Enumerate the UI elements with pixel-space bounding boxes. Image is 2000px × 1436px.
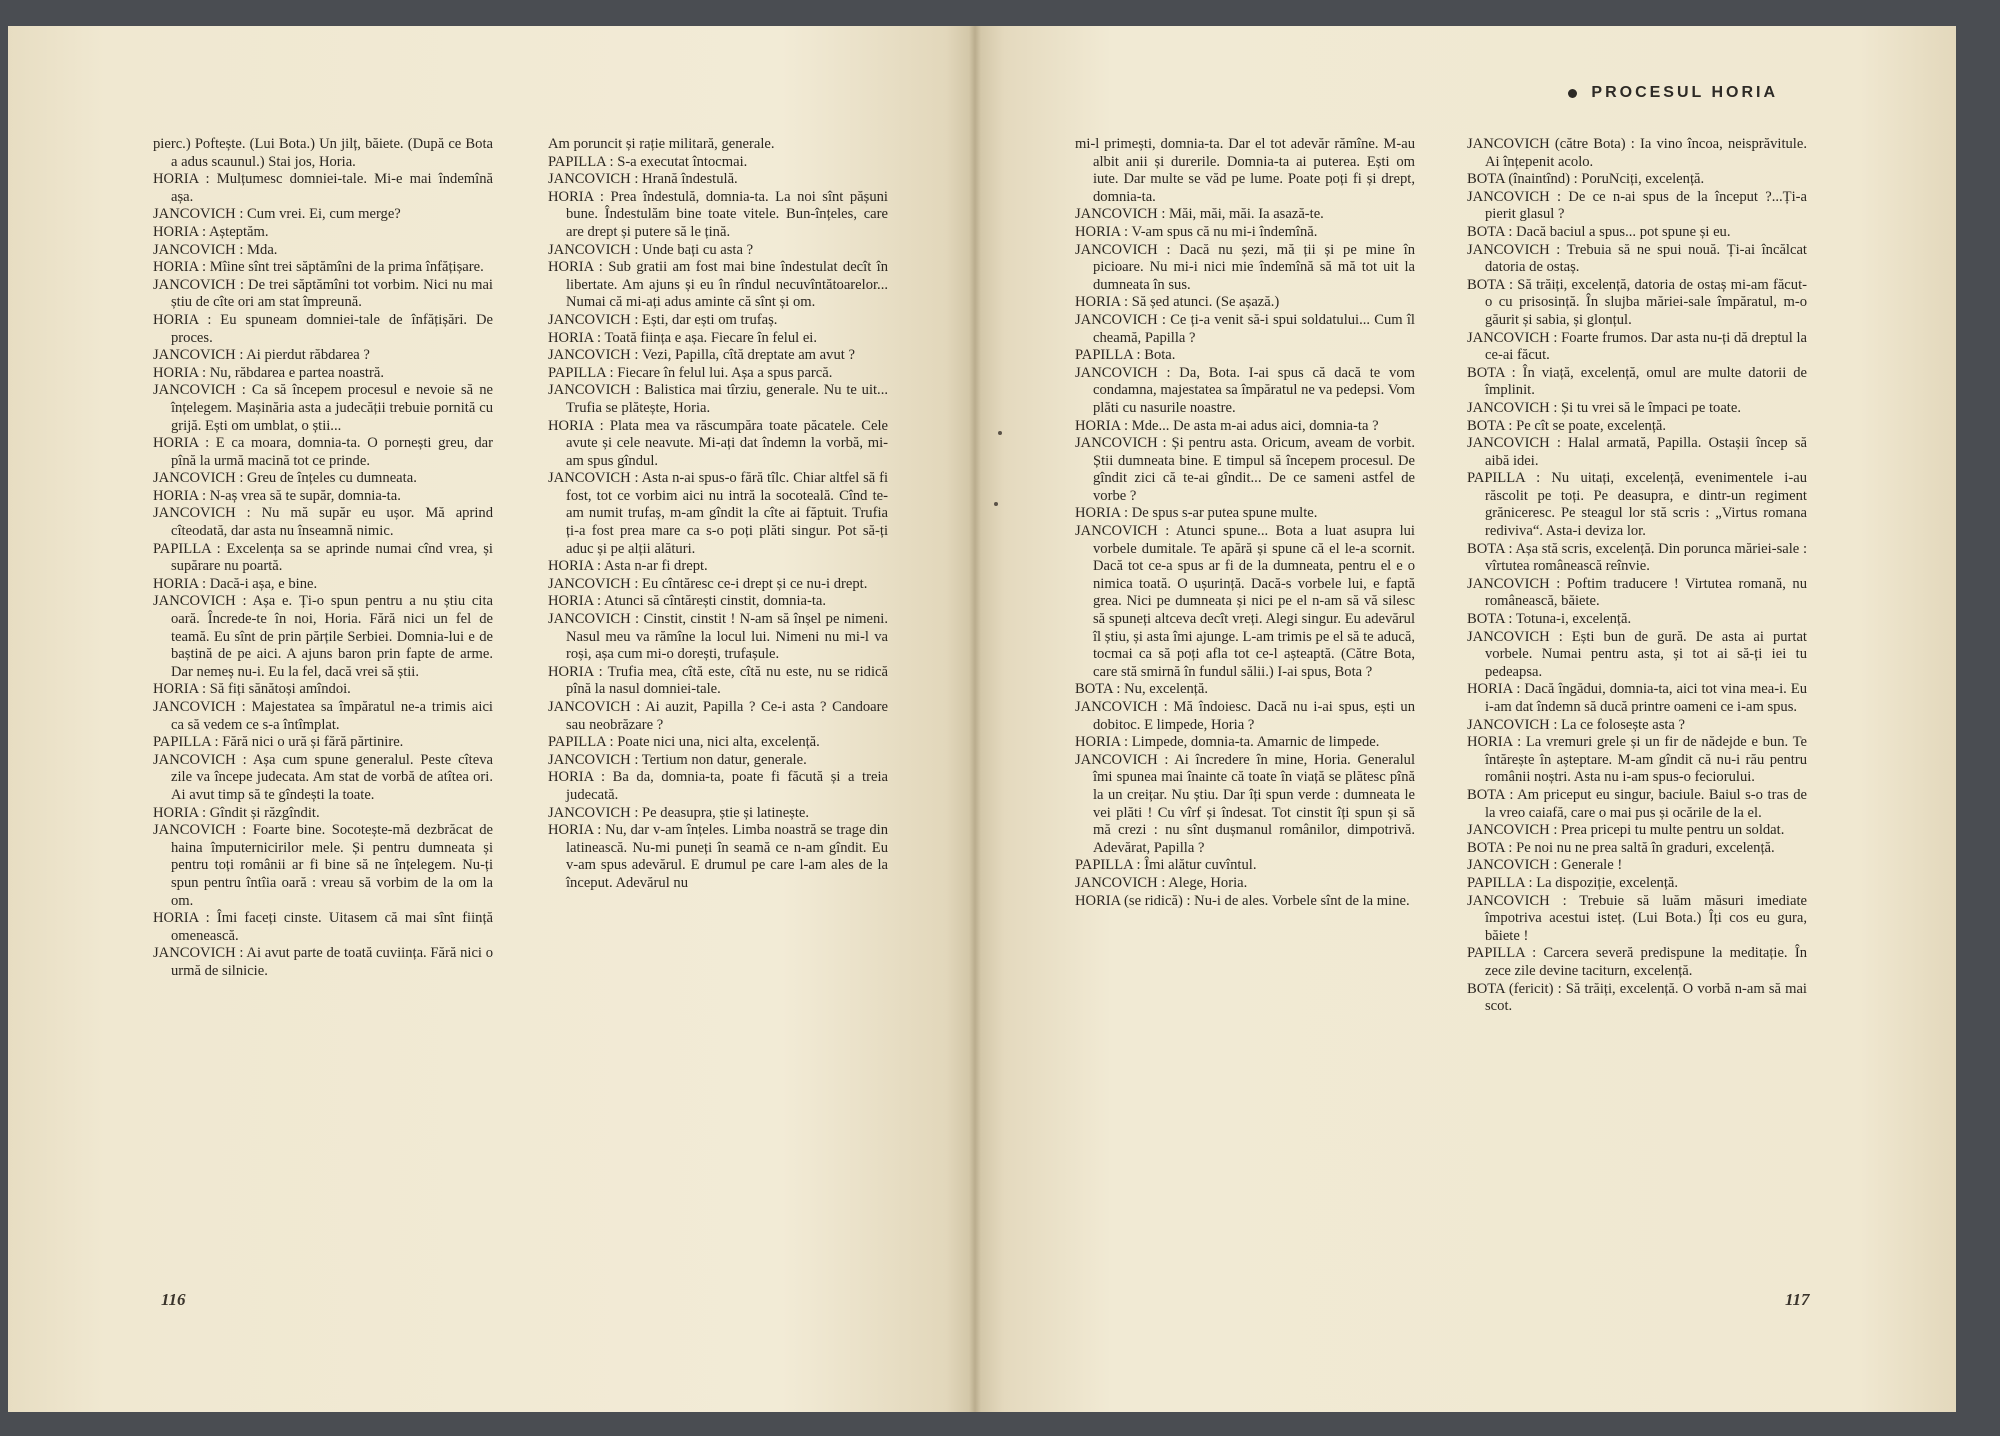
dialogue-line: HORIA : Dacă-i așa, e bine. [153, 575, 318, 592]
dialogue-line: JANCOVICH : Ai avut parte de toată cuviința. Fără nici o urmă de silnicie. [153, 945, 493, 979]
dialogue-line: BOTA : Am priceput eu singur, baciule. Baiul s-o tras de la vreo caiafă, care o mai pus și ocările de la el. [1467, 786, 1807, 821]
right-page [975, 26, 1956, 1412]
dialogue-line: HORIA : De spus s-ar putea spune multe. [1075, 505, 1318, 522]
dialogue-line: PAPILLA : Carcera severă predispune la meditație. În zece zile devine taciturn, excelență. [1467, 945, 1807, 979]
page-number-left: 116 [161, 1290, 186, 1309]
dialogue-line: HORIA : Prea îndestulă, domnia-ta. La noi sînt pășuni bune. Îndestulăm bine toate vitele. Bun-înțeles, care are drept și putere să le țină. [548, 188, 888, 240]
dialogue-line: Am poruncit și rație militară, generale. [548, 136, 775, 152]
left-column-2 [548, 136, 888, 893]
dialogue-line: JANCOVICH : Ce ți-a venit să-i spui soldatului... Cum îl cheamă, Papilla ? [1075, 311, 1415, 346]
dialogue-line: HORIA : Să fiți sănătoși amîndoi. [153, 681, 351, 698]
dialogue-line: HORIA : Eu spuneam domniei-tale de înfățișări. De proces. [153, 311, 493, 346]
dialogue-line: HORIA : Mulțumesc domniei-tale. Mi-e mai îndemînă așa. [153, 171, 493, 205]
dialogue-line: mi-l primești, domnia-ta. Dar el tot adevăr rămîne. M-au albit anii și durerile. Domnia-ta ai puterea. Ești om iute. Dar multe se văd pe lume. Poate poți fi și drept, domnia-ta. [1075, 136, 1415, 205]
left-column-1 [153, 136, 493, 981]
book-gutter [969, 26, 981, 1412]
dialogue-line: HORIA : Nu, răbdarea e partea noastră. [153, 364, 384, 381]
dialogue-line: JANCOVICH : Ca să începem procesul e nevoie să ne înțelegem. Mașinăria asta a judecății trebuie pornită cu grijă. Ești om umblat, o știi... [153, 382, 493, 434]
dialogue-line: JANCOVICH : Balistica mai tîrziu, generale. Nu te uit... Trufia se plătește, Horia. [548, 382, 888, 416]
dialogue-line: HORIA : V-am spus că nu mi-i îndemînă. [1075, 223, 1318, 240]
dialogue-line: JANCOVICH : La ce folosește asta ? [1467, 716, 1686, 733]
dialogue-line: JANCOVICH : Foarte frumos. Dar asta nu-ți dă dreptul la ce-ai făcut. [1467, 329, 1807, 364]
dialogue-line: HORIA : La vremuri grele și un fir de nădejde e bun. Te întărește în așteptare. M-am gîndit că nu-i rău pentru românii noștri. Asta nu i-am spus-o feciorului. [1467, 734, 1807, 786]
dialogue-line: PAPILLA : S-a executat întocmai. [548, 153, 748, 170]
dialogue-line: JANCOVICH : Mă îndoiesc. Dacă nu i-ai spus, ești un dobitoc. E limpede, Horia ? [1075, 699, 1415, 733]
dialogue-line: BOTA (înaintînd) : PoruNciți, excelență. [1467, 171, 1705, 188]
dialogue-line: BOTA : Să trăiți, excelență, datoria de ostaș mi-am făcut-o cu prisosință. În slujba măriei-sale împăratul, m-o găurit și sabia, și glonțul. [1467, 276, 1807, 328]
dialogue-line: HORIA : Îmi faceți cinste. Uitasem că mai sînt ființă omenească. [153, 910, 493, 944]
running-head-title: PROCESUL HORIA [1591, 84, 1778, 101]
dialogue-line: JANCOVICH (către Bota) : Ia vino încoa, neisprăvitule. Ai înțepenit acolo. [1467, 136, 1807, 170]
dialogue-line: JANCOVICH : Dacă nu șezi, mă ții și pe mine în picioare. Nu mi-i nici mie îndemînă să mă tot uit la dumneata în sus. [1075, 241, 1415, 293]
dialogue-line: HORIA : Gîndit și răzgîndit. [153, 804, 320, 821]
dialogue-line: HORIA : Atunci să cîntărești cinstit, domnia-ta. [548, 593, 827, 610]
dialogue-line: JANCOVICH : Așa e. Ți-o spun pentru a nu știu cita oară. Încrede-te în noi, Horia. Fără nici un fel de teamă. Eu sînt de prin părțile Serbiei. Domnia-lui e de baștină de pe aici. A ajuns baron prin fapte de arme. Dar nemeș nu-i. Eu la fel, dacă vrei să știi. [153, 593, 493, 680]
dialogue-line: PAPILLA : Îmi alătur cuvîntul. [1075, 857, 1257, 874]
dialogue-line: HORIA : Dacă îngădui, domnia-ta, aici tot vina mea-i. Eu i-am dat îndemn să ducă printre oameni ce i-am spus. [1467, 681, 1807, 715]
dialogue-line: BOTA : Totuna-i, excelență. [1467, 611, 1632, 628]
dialogue-line: HORIA : Plata mea va răscumpăra toate păcatele. Cele avute și cele neavute. Mi-ați dat îndemn la vorbă, mi-am spus gîndul. [548, 417, 888, 469]
dialogue-line: JANCOVICH : Ai pierdut răbdarea ? [153, 347, 370, 364]
dialogue-line: JANCOVICH : Foarte bine. Socotește-mă dezbrăcat de haina împuternicirilor mele. Și pentru dumneata și pentru toți românii ar fi bine să ne înțelegem. Nu-ți spun pentru întîia oară : vreau să vorbim de la om la om. [153, 822, 493, 909]
dialogue-line: JANCOVICH : Măi, măi, măi. Ia asază-te. [1075, 206, 1324, 223]
gutter-mark-dot [998, 431, 1002, 435]
dialogue-line: HORIA : E ca moara, domnia-ta. O pornești greu, dar pînă la urmă macină tot ce prinde. [153, 435, 493, 469]
dialogue-line: BOTA : Nu, excelență. [1075, 681, 1208, 698]
dialogue-line: BOTA (fericit) : Să trăiți, excelență. O vorbă n-am să mai scot. [1467, 980, 1807, 1015]
dialogue-line: PAPILLA : Fiecare în felul lui. Așa a spus parcă. [548, 364, 833, 381]
dialogue-line: JANCOVICH : Așa cum spune generalul. Peste cîteva zile va începe judecata. Am stat de vorbă de atîtea ori. Ai avut timp să te gîndești la toate. [153, 751, 493, 803]
dialogue-line: JANCOVICH : Hrană îndestulă. [548, 171, 738, 188]
dialogue-line: JANCOVICH : Cum vrei. Ei, cum merge? [153, 206, 401, 223]
dialogue-line: JANCOVICH : Mda. [153, 241, 278, 258]
dialogue-line: JANCOVICH : Ai auzit, Papilla ? Ce-i asta ? Candoare sau neobrăzare ? [548, 699, 888, 733]
dialogue-line: JANCOVICH : Eu cîntăresc ce-i drept și ce nu-i drept. [548, 575, 868, 592]
dialogue-line: HORIA : Nu, dar v-am înțeles. Limba noastră se trage din latinească. Nu-mi puneți în seamă ce n-am gîndit. Eu v-am spus adevărul. E drumul pe care l-am ales de la început. Adevărul nu [548, 822, 888, 891]
dialogue-line: JANCOVICH : Majestatea sa împăratul ne-a trimis aici ca să vedem ce s-a întîmplat. [153, 699, 493, 733]
dialogue-line: PAPILLA : Fără nici o ură și fără părtinire. [153, 734, 404, 751]
dialogue-line: JANCOVICH : Tertium non datur, generale. [548, 751, 807, 768]
dialogue-line: JANCOVICH : Trebuia să ne spui nouă. Ți-ai încălcat datoria de ostaș. [1467, 241, 1807, 276]
dialogue-line: JANCOVICH : Halal armată, Papilla. Ostașii încep să aibă idei. [1467, 435, 1807, 469]
dialogue-line: JANCOVICH : Asta n-ai spus-o fără tîlc. Chiar altfel să fi fost, tot ce vorbim aici nu intră la socoteală. Cînd te-am numit trufaș, m-am gîndit la cîte ai făptuit. Trufia ți-a fost prea mare ca s-o poți plăti singur. Pot să-ți aduc și pe alții alături. [548, 470, 888, 557]
dialogue-line: JANCOVICH : Pe deasupra, știe și latinește. [548, 804, 810, 821]
right-column-1 [1075, 136, 1415, 910]
dialogue-line: JANCOVICH : De trei săptămîni tot vorbim. Nici nu mai știu de cîte ori am stat împreună. [153, 276, 493, 311]
dialogue-line: BOTA : În viață, excelență, omul are multe datorii de împlinit. [1467, 364, 1807, 399]
dialogue-line: HORIA : Să șed atunci. (Se așază.) [1075, 294, 1280, 311]
dialogue-line: PAPILLA : Nu uitați, excelență, evenimentele i-au răscolit pe toți. Pe deasupra, e dintr-un regiment grăniceresc. Pe steagul lor stă scris : „Virtus romana rediviva“. Asta-i deviza lor. [1467, 470, 1807, 540]
dialogue-line: JANCOVICH : Nu mă supăr eu ușor. Mă aprind cîteodată, dar asta nu înseamnă nimic. [153, 505, 493, 540]
dialogue-line: HORIA : Așteptăm. [153, 223, 269, 240]
dialogue-line: JANCOVICH : Unde bați cu asta ? [548, 241, 754, 258]
dialogue-line: HORIA (se ridică) : Nu-i de ales. Vorbele sînt de la mine. [1075, 892, 1410, 909]
dialogue-line: JANCOVICH : Ești bun de gură. De asta ai purtat vorbele. Numai pentru asta, și tot ai să-ți iei tu pedeapsa. [1467, 628, 1807, 680]
dialogue-line: HORIA : Mde... De asta m-ai adus aici, domnia-ta ? [1075, 417, 1379, 434]
left-page [8, 26, 975, 1412]
dialogue-line: JANCOVICH : Trebuie să luăm măsuri imediate împotriva acestui isteț. (Lui Bota.) Îți cos eu gura, băiete ! [1467, 892, 1807, 944]
dialogue-line: JANCOVICH : Și tu vrei să le împaci pe toate. [1467, 399, 1741, 416]
dialogue-line: HORIA : Sub gratii am fost mai bine îndestulat decît în libertate. Am ajuns și eu în rîndul necuvîntătoarelor... Numai că mi-ați adus aminte că sînt și om. [548, 259, 888, 311]
bullet-icon [1568, 89, 1577, 98]
dialogue-line: JANCOVICH : De ce n-ai spus de la început ?...Ți-a pierit glasul ? [1467, 188, 1807, 223]
dialogue-line: JANCOVICH : Și pentru asta. Oricum, aveam de vorbit. Știi dumneata bine. E timpul să începem procesul. De gîndit zici că te-ai gîndit... De ce sameni astfel de vorbe ? [1075, 435, 1415, 504]
dialogue-line: HORIA : Asta n-ar fi drept. [548, 558, 708, 575]
dialogue-line: PAPILLA : Bota. [1075, 347, 1176, 364]
dialogue-line: BOTA : Pe noi nu ne prea saltă în graduri, excelență. [1467, 839, 1775, 856]
dialogue-line: JANCOVICH : Alege, Horia. [1075, 874, 1248, 891]
dialogue-line: JANCOVICH : Ești, dar ești om trufaș. [548, 311, 778, 328]
dialogue-line: JANCOVICH : Generale ! [1467, 857, 1623, 874]
dialogue-line: JANCOVICH : Atunci spune... Bota a luat asupra lui vorbele dumitale. Te apără și spune că el le-a scornit. Dacă tot ce-a spus ar fi de la dumneata, pentru el e o nimica toată. O ușurință. Dacă-s vorbele lui, e faptă grea. Nici pe dumneata și nici pe el n-am să vă silesc să spuneți altceva decît vreți. Alegi singur. Eu adevărul îl știu, și asta îmi ajunge. L-am trimis pe el să te aducă, tocmai ca să poți afla tot ce-l așteaptă. (Către Bota, care stă smirnă în fundul sălii.) I-ai spus, Bota ? [1075, 523, 1415, 680]
dialogue-line: pierc.) Poftește. (Lui Bota.) Un jilț, băiete. (După ce Bota a adus scaunul.) Stai jos, Horia. [153, 136, 493, 170]
dialogue-line: JANCOVICH : Prea pricepi tu multe pentru un soldat. [1467, 822, 1785, 839]
dialogue-line: JANCOVICH : Poftim traducere ! Virtutea romană, nu românească, băiete. [1467, 575, 1807, 610]
dialogue-line: JANCOVICH : Greu de înțeles cu dumneata. [153, 470, 417, 487]
right-column-2 [1467, 136, 1807, 1016]
dialogue-line: PAPILLA : La dispoziție, excelență. [1467, 874, 1679, 891]
dialogue-line: BOTA : Dacă baciul a spus... pot spune și eu. [1467, 223, 1731, 240]
dialogue-line: BOTA : Așa stă scris, excelență. Din porunca măriei-sale : vîrtutea românească reînvie. [1467, 540, 1807, 575]
dialogue-line: HORIA : Trufia mea, cîtă este, cîtă nu este, nu se ridică pînă la nasul domniei-tale. [548, 663, 888, 698]
book-spread [8, 26, 1956, 1412]
dialogue-line: PAPILLA : Poate nici una, nici alta, excelență. [548, 734, 820, 751]
dialogue-line: JANCOVICH : Vezi, Papilla, cîtă dreptate am avut ? [548, 347, 855, 364]
dialogue-line: HORIA : N-aș vrea să te supăr, domnia-ta. [153, 487, 401, 504]
page-number-right: 117 [1785, 1290, 1810, 1309]
dialogue-line: HORIA : Toată ființa e așa. Fiecare în felul ei. [548, 329, 818, 346]
running-head [1568, 84, 1778, 102]
dialogue-line: HORIA : Ba da, domnia-ta, poate fi făcută și a treia judecată. [548, 769, 888, 803]
dialogue-line: JANCOVICH : Cinstit, cinstit ! N-am să înșel pe nimeni. Nasul meu va rămîne la locul lui. Nimeni nu mi-l va roși, așa cum mi-o dorești, trufașule. [548, 611, 888, 663]
dialogue-line: JANCOVICH : Ai încredere în mine, Horia. Generalul îmi spunea mai înainte că toate în viață se plătesc pînă la un creițar. Nu știu. Dar îți spun verde : dumneata le vei plăti ! Cu vîrf și îndesat. Tot cinstit îți spun și să mă crezi : nu sînt dușmanul românilor, dimpotrivă. Adevărat, Papilla ? [1075, 751, 1415, 856]
dialogue-line: HORIA : Limpede, domnia-ta. Amarnic de limpede. [1075, 734, 1380, 751]
dialogue-line: BOTA : Pe cît se poate, excelență. [1467, 417, 1667, 434]
gutter-mark-dot [994, 502, 998, 506]
dialogue-line: PAPILLA : Excelența sa se aprinde numai cînd vrea, și supărare nu poartă. [153, 540, 493, 575]
dialogue-line: HORIA : Mîine sînt trei săptămîni de la prima înfățișare. [153, 259, 484, 276]
dialogue-line: JANCOVICH : Da, Bota. I-ai spus că dacă te vom condamna, majestatea sa împăratul ne va pedepsi. Vom plăti cu nasurile noastre. [1075, 364, 1415, 416]
